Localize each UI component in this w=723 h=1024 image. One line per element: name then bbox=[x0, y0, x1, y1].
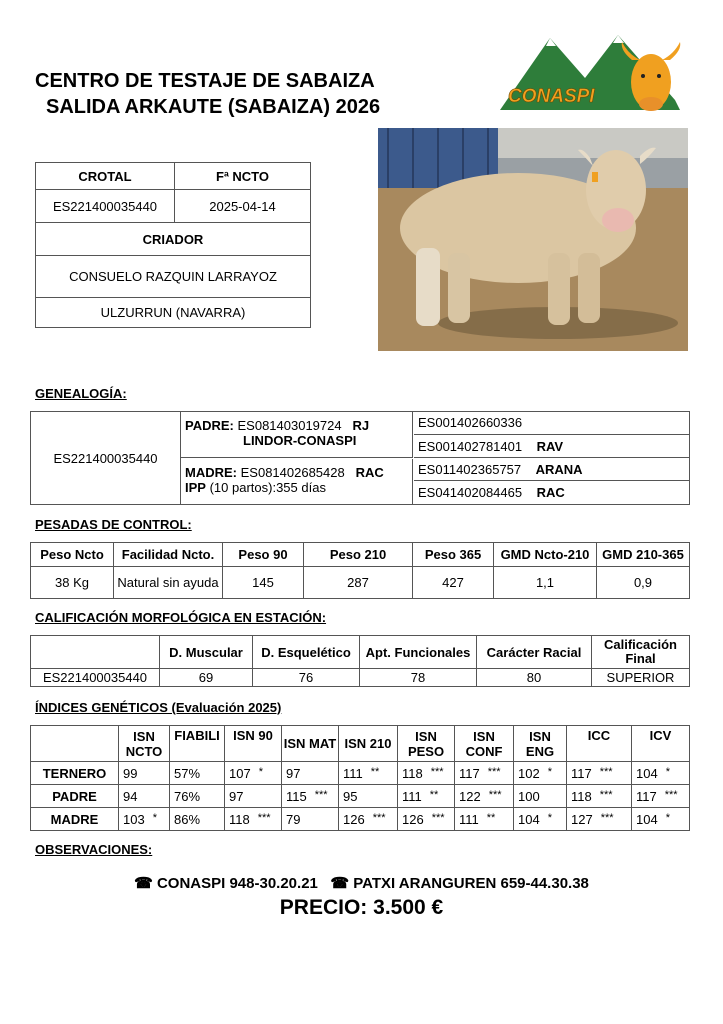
indices-header: ICV bbox=[632, 726, 690, 762]
indices-header: ISN NCTO bbox=[119, 726, 170, 762]
pesadas-header: GMD 210-365 bbox=[597, 543, 690, 567]
madre-id: ES081402685428 bbox=[240, 465, 345, 480]
indices-cell bbox=[170, 785, 225, 808]
morfologia-header bbox=[31, 636, 160, 669]
indices-value: 126 bbox=[402, 811, 424, 827]
indices-value: 118 bbox=[402, 765, 423, 781]
morfologia-header: D. Esquelético bbox=[253, 636, 360, 669]
crotal-table bbox=[35, 162, 311, 328]
indices-value: 57% bbox=[174, 765, 201, 781]
abuelo-row: ES001402781401 RAV bbox=[414, 435, 689, 458]
indices-stars bbox=[200, 766, 208, 778]
pesadas-cell: 0,9 bbox=[597, 567, 690, 599]
criador-place: ULZURRUN (NAVARRA) bbox=[36, 298, 311, 328]
indices-cell bbox=[282, 808, 339, 831]
page-title-line1: CENTRO DE TESTAJE DE SABAIZA bbox=[35, 70, 375, 92]
pesadas-header: Facilidad Ncto. bbox=[114, 543, 223, 567]
contact-line bbox=[0, 874, 723, 892]
indices-stars bbox=[200, 812, 208, 824]
indices-cell bbox=[514, 808, 567, 831]
morfologia-header: D. Muscular bbox=[160, 636, 253, 669]
madre-cell bbox=[181, 459, 413, 504]
genealogia-animal: ES221400035440 bbox=[31, 412, 181, 504]
indices-value: 107 bbox=[229, 765, 251, 781]
pesadas-table bbox=[30, 542, 690, 599]
indices-stars: *** bbox=[600, 811, 614, 824]
indices-stars bbox=[137, 789, 145, 801]
pesadas-header: GMD Ncto-210 bbox=[494, 543, 597, 567]
pesadas-header: Peso 365 bbox=[413, 543, 494, 567]
indices-header: ISN 90 bbox=[225, 726, 282, 762]
indices-stars: *** bbox=[314, 788, 328, 801]
indices-cell bbox=[170, 762, 225, 785]
indices-cell bbox=[119, 808, 170, 831]
pesadas-cell: 427 bbox=[413, 567, 494, 599]
indices-value: 115 bbox=[286, 788, 307, 804]
pesadas-cell: 1,1 bbox=[494, 567, 597, 599]
indices-stars: * bbox=[665, 811, 670, 824]
contact-conaspi: CONASPI 948-30.20.21 bbox=[156, 875, 318, 892]
indices-cell bbox=[282, 785, 339, 808]
indices-cell bbox=[632, 785, 690, 808]
indices-cell bbox=[282, 762, 339, 785]
indices-cell bbox=[632, 808, 690, 831]
indices-stars bbox=[137, 766, 145, 778]
abuelo-row: ES011402365757 ARANA bbox=[414, 458, 689, 481]
abuelos-list bbox=[414, 412, 689, 504]
indices-header: ISN ENG bbox=[514, 726, 567, 762]
observaciones-title: OBSERVACIONES: bbox=[35, 842, 153, 857]
indices-stars: ** bbox=[486, 811, 496, 824]
indices-row-label: PADRE bbox=[31, 785, 119, 808]
bull-photo bbox=[378, 128, 688, 351]
indices-cell bbox=[398, 785, 455, 808]
indices-value: 104 bbox=[636, 765, 658, 781]
indices-cell bbox=[339, 808, 398, 831]
indices-stars: * bbox=[665, 765, 670, 778]
genealogia-box bbox=[30, 411, 690, 505]
indices-stars bbox=[300, 812, 308, 824]
indices-cell bbox=[398, 808, 455, 831]
morfologia-cell: 78 bbox=[360, 669, 477, 687]
indices-stars: * bbox=[547, 765, 552, 778]
indices-value: 95 bbox=[343, 788, 358, 804]
indices-header: ISN 210 bbox=[339, 726, 398, 762]
pesadas-cell: Natural sin ayuda bbox=[114, 567, 223, 599]
indices-stars: *** bbox=[599, 765, 613, 778]
indices-stars: *** bbox=[431, 811, 445, 824]
indices-value: 118 bbox=[571, 788, 592, 804]
indices-header: FIABILI bbox=[170, 726, 225, 762]
indices-value: 104 bbox=[518, 811, 540, 827]
indices-value: 126 bbox=[343, 811, 365, 827]
indices-stars: *** bbox=[599, 788, 613, 801]
indices-cell bbox=[119, 762, 170, 785]
genealogia-title: GENEALOGÍA: bbox=[35, 386, 127, 401]
morfologia-cell: 76 bbox=[253, 669, 360, 687]
indices-value: 111 bbox=[343, 765, 363, 781]
indices-stars bbox=[357, 789, 365, 801]
indices-row-label: MADRE bbox=[31, 808, 119, 831]
indices-stars: * bbox=[152, 811, 157, 824]
morfologia-cell: ES221400035440 bbox=[31, 669, 160, 687]
indices-stars bbox=[243, 789, 251, 801]
indices-table bbox=[30, 725, 690, 831]
morfologia-header: Calificación Final bbox=[592, 636, 690, 669]
padre-cell bbox=[181, 412, 413, 458]
indices-value: 118 bbox=[229, 811, 250, 827]
madre-label: MADRE: bbox=[185, 465, 237, 480]
indices-cell bbox=[632, 762, 690, 785]
pesadas-cell: 145 bbox=[223, 567, 304, 599]
pesadas-header: Peso Ncto bbox=[31, 543, 114, 567]
indices-stars: ** bbox=[429, 788, 439, 801]
indices-stars: *** bbox=[487, 765, 501, 778]
conaspi-logo bbox=[500, 30, 695, 115]
indices-stars bbox=[540, 789, 548, 801]
indices-cell bbox=[514, 762, 567, 785]
criador-header: CRIADOR bbox=[36, 223, 311, 256]
indices-row bbox=[31, 785, 690, 808]
morfologia-header: Carácter Racial bbox=[477, 636, 592, 669]
indices-cell bbox=[455, 785, 514, 808]
indices-value: 94 bbox=[123, 788, 138, 804]
indices-header bbox=[31, 726, 119, 762]
indices-stars bbox=[200, 789, 208, 801]
indices-cell bbox=[225, 785, 282, 808]
indices-stars: * bbox=[258, 765, 263, 778]
contact-patxi: PATXI ARANGUREN 659-44.30.38 bbox=[353, 875, 589, 892]
padre-id: ES081403019724 bbox=[237, 418, 342, 433]
indices-cell bbox=[225, 808, 282, 831]
abuelo-row: ES041402084465 RAC bbox=[418, 485, 565, 500]
indices-stars: *** bbox=[257, 811, 271, 824]
crotal-value: ES221400035440 bbox=[36, 190, 175, 223]
indices-stars: *** bbox=[430, 765, 444, 778]
padre-label: PADRE: bbox=[185, 418, 234, 433]
morfologia-title: CALIFICACIÓN MORFOLÓGICA EN ESTACIÓN: bbox=[35, 610, 327, 625]
page-title-line2: SALIDA ARKAUTE (SABAIZA) 2026 bbox=[46, 96, 381, 118]
padre-name2: LINDOR-CONASPI bbox=[243, 433, 357, 448]
morfologia-cell: SUPERIOR bbox=[592, 669, 690, 687]
indices-value: 97 bbox=[229, 788, 244, 804]
indices-cell bbox=[455, 808, 514, 831]
indices-header: ISN MAT bbox=[282, 726, 339, 762]
indices-cell bbox=[398, 762, 455, 785]
phone-icon: ☎ bbox=[330, 875, 350, 892]
madre-detail: (10 partos):355 días bbox=[209, 480, 326, 495]
indices-value: 76% bbox=[174, 788, 201, 804]
indices-header: ISN PESO bbox=[398, 726, 455, 762]
fncto-value: 2025-04-14 bbox=[175, 190, 311, 223]
price: PRECIO: 3.500 € bbox=[279, 896, 444, 919]
indices-cell bbox=[339, 762, 398, 785]
indices-value: 111 bbox=[402, 788, 422, 804]
madre-name1: RAC bbox=[355, 465, 384, 480]
morfologia-cell: 69 bbox=[160, 669, 253, 687]
indices-stars: ** bbox=[370, 765, 380, 778]
indices-row-label: TERNERO bbox=[31, 762, 119, 785]
morfologia-header: Apt. Funcionales bbox=[360, 636, 477, 669]
morfologia-cell: 80 bbox=[477, 669, 592, 687]
indices-cell bbox=[170, 808, 225, 831]
indices-title: ÍNDICES GENÉTICOS (Evaluación 2025) bbox=[35, 700, 282, 715]
indices-value: 122 bbox=[459, 788, 481, 804]
indices-value: 86% bbox=[174, 811, 201, 827]
indices-stars bbox=[300, 766, 308, 778]
indices-cell bbox=[567, 808, 632, 831]
indices-row bbox=[31, 808, 690, 831]
phone-icon: ☎ bbox=[134, 875, 153, 892]
pesadas-title: PESADAS DE CONTROL: bbox=[35, 517, 192, 532]
indices-header: ISN CONF bbox=[455, 726, 514, 762]
indices-stars: *** bbox=[488, 788, 502, 801]
indices-value: 127 bbox=[571, 811, 593, 827]
pesadas-header: Peso 90 bbox=[223, 543, 304, 567]
indices-cell bbox=[455, 762, 514, 785]
indices-value: 117 bbox=[459, 765, 480, 781]
indices-cell bbox=[339, 785, 398, 808]
indices-value: 79 bbox=[286, 811, 301, 827]
pesadas-header: Peso 210 bbox=[304, 543, 413, 567]
indices-value: 111 bbox=[459, 811, 479, 827]
indices-cell bbox=[567, 785, 632, 808]
indices-value: 102 bbox=[518, 765, 540, 781]
crotal-header: CROTAL bbox=[36, 163, 175, 190]
indices-cell bbox=[567, 762, 632, 785]
indices-value: 99 bbox=[123, 765, 138, 781]
indices-value: 100 bbox=[518, 788, 540, 804]
indices-stars: *** bbox=[372, 811, 386, 824]
logo-text: CONASPI bbox=[508, 86, 595, 107]
indices-value: 117 bbox=[571, 765, 592, 781]
padre-name1: RJ bbox=[352, 418, 370, 433]
indices-stars: * bbox=[547, 811, 552, 824]
indices-cell bbox=[514, 785, 567, 808]
madre-name2: IPP bbox=[185, 480, 206, 495]
indices-row bbox=[31, 762, 690, 785]
pesadas-cell: 38 Kg bbox=[31, 567, 114, 599]
indices-value: 117 bbox=[636, 788, 657, 804]
criador-name: CONSUELO RAZQUIN LARRAYOZ bbox=[36, 256, 311, 298]
indices-value: 103 bbox=[123, 811, 145, 827]
indices-cell bbox=[225, 762, 282, 785]
pesadas-cell: 287 bbox=[304, 567, 413, 599]
indices-header: ICC bbox=[567, 726, 632, 762]
abuelo-row: ES001402660336 bbox=[414, 412, 689, 435]
fncto-header: Fª NCTO bbox=[175, 163, 311, 190]
indices-value: 104 bbox=[636, 811, 658, 827]
indices-cell bbox=[119, 785, 170, 808]
morfologia-table bbox=[30, 635, 690, 687]
indices-stars: *** bbox=[664, 788, 678, 801]
indices-value: 97 bbox=[286, 765, 301, 781]
